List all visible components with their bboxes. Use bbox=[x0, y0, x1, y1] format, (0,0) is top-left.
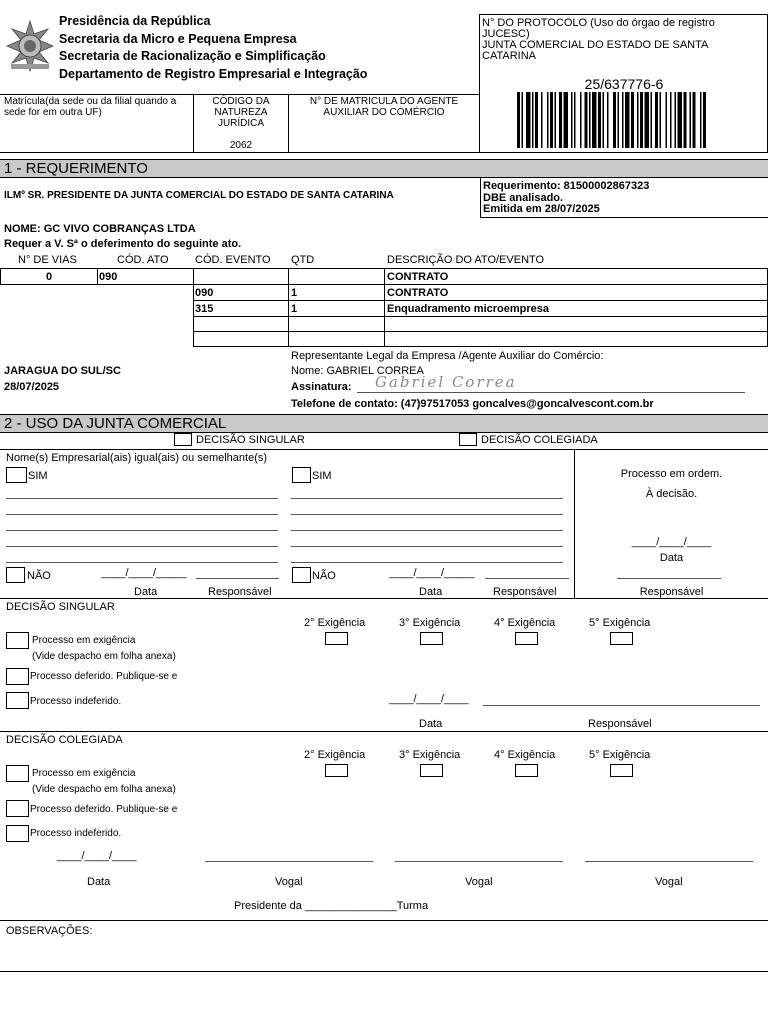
data-label-2: Data bbox=[419, 586, 443, 598]
presidente-turma: Presidente da _______________Turma bbox=[234, 900, 429, 912]
colegiada-exig-4-checkbox[interactable] bbox=[515, 764, 538, 777]
nomes-label: Nome(s) Empresarial(ais) igual(ais) ou semelhante(s) bbox=[6, 452, 268, 464]
data-label-1: Data bbox=[134, 586, 158, 598]
barcode-bar bbox=[532, 92, 534, 148]
singular-responsavel-label: Responsável bbox=[588, 718, 652, 730]
barcode-bar bbox=[550, 92, 553, 148]
codigo-natureza-value: 2062 bbox=[229, 140, 253, 151]
agente-label: N° DE MATRICULA DO AGENTE AUXILIAR DO COMÉRCIO bbox=[309, 96, 459, 118]
sim-label-1: SIM bbox=[28, 470, 48, 482]
date-blank-1: ____/____/_____ bbox=[101, 567, 187, 579]
colegiada-exig-3-checkbox[interactable] bbox=[420, 764, 443, 777]
vogal-label-2: Vogal bbox=[465, 876, 493, 888]
barcode-bar bbox=[559, 92, 562, 148]
decisao-colegiada-checkbox[interactable] bbox=[459, 433, 477, 446]
vogal-label-3: Vogal bbox=[655, 876, 683, 888]
barcode-bar bbox=[592, 92, 597, 148]
singular-exigencia-checkbox[interactable] bbox=[6, 632, 29, 649]
barcode-bar bbox=[666, 92, 668, 148]
requerimento-info: Requerimento: 81500002867323 DBE analisado. Emitida em 28/07/2025 bbox=[483, 180, 650, 215]
coat-of-arms-logo bbox=[3, 20, 57, 72]
colegiada-exig-2: 2° Exigência bbox=[304, 749, 366, 761]
protocol-label: N° DO PROTOCOLO (Uso do órgao de registro JUCESC) JUNTA COMERCIAL DO ESTADO DE SANTA CATARINA bbox=[482, 17, 715, 62]
colegiada-exig-2-checkbox[interactable] bbox=[325, 764, 348, 777]
responsavel-label-1: Responsável bbox=[208, 586, 272, 598]
nao-checkbox-2[interactable] bbox=[292, 567, 311, 583]
vogal-label-1: Vogal bbox=[275, 876, 303, 888]
header-line-4: Departamento de Registro Empresarial e Integração bbox=[59, 66, 368, 81]
singular-deferido-checkbox[interactable] bbox=[6, 668, 29, 685]
singular-data-label: Data bbox=[419, 718, 443, 730]
codigo-natureza-label: CÓDIGO DA NATUREZA JURÍDICA bbox=[212, 96, 270, 129]
barcode-bar bbox=[598, 92, 601, 148]
observacoes-label: OBSERVAÇÕES: bbox=[6, 925, 93, 937]
date-blank-2: ____/____/_____ bbox=[389, 567, 475, 579]
colegiada-exig-5-checkbox[interactable] bbox=[610, 764, 633, 777]
row2-desc: CONTRATO bbox=[387, 287, 449, 299]
barcode-bar bbox=[651, 92, 653, 148]
nao-label-2: NÃO bbox=[312, 570, 336, 582]
barcode-bar bbox=[631, 92, 634, 148]
col-ato: CÓD. ATO bbox=[117, 254, 169, 266]
singular-exig-3-checkbox[interactable] bbox=[420, 632, 443, 645]
colegiada-exig-5: 5° Exigência bbox=[589, 749, 651, 761]
barcode-bar bbox=[541, 92, 543, 148]
barcode-bar bbox=[640, 92, 643, 148]
singular-exig-2: 2° Exigência bbox=[304, 617, 366, 629]
date-blank-3: ____/____/____ bbox=[631, 536, 712, 548]
header-text bbox=[59, 13, 479, 83]
singular-exig-5-checkbox[interactable] bbox=[610, 632, 633, 645]
barcode-bar bbox=[655, 92, 658, 148]
barcode-bar bbox=[517, 92, 520, 148]
data-label-3: Data bbox=[659, 552, 684, 564]
barcode-bar bbox=[660, 92, 662, 148]
barcode-bar bbox=[675, 92, 677, 148]
colegiada-exig-4: 4° Exigência bbox=[494, 749, 556, 761]
barcode-bar bbox=[625, 92, 630, 148]
colegiada-vide: (Vide despacho em folha anexa) bbox=[32, 784, 176, 795]
barcode-bar bbox=[700, 92, 702, 148]
barcode-bar bbox=[613, 92, 616, 148]
protocol-number: 25/637776-6 bbox=[584, 76, 664, 92]
barcode-bar bbox=[607, 92, 609, 148]
barcode-bar bbox=[645, 92, 650, 148]
barcode-bar bbox=[589, 92, 591, 148]
row1-desc: CONTRATO bbox=[387, 271, 449, 283]
row1-vias: 0 bbox=[45, 271, 53, 283]
barcode-bar bbox=[580, 92, 582, 148]
barcode-bar bbox=[618, 92, 620, 148]
barcode-bar bbox=[585, 92, 588, 148]
barcode-bar bbox=[603, 92, 605, 148]
singular-exigencia-label: Processo em exigência bbox=[32, 635, 136, 646]
colegiada-date-blank: ____/____/____ bbox=[57, 850, 137, 862]
row3-desc: Enquadramento microempresa bbox=[387, 303, 549, 315]
section-1-header: 1 - REQUERIMENTO bbox=[0, 159, 768, 178]
responsavel-label-3: Responsável bbox=[639, 586, 704, 598]
rep-name: Nome: GABRIEL CORREA bbox=[291, 365, 424, 377]
sim-checkbox-2[interactable] bbox=[292, 467, 311, 483]
singular-date-blank: ____/____/____ bbox=[389, 693, 469, 705]
sim-label-2: SIM bbox=[312, 470, 332, 482]
singular-exig-5: 5° Exigência bbox=[589, 617, 651, 629]
city: JARAGUA DO SUL/SC bbox=[4, 365, 121, 377]
header-line-2: Secretaria da Micro e Pequena Empresa bbox=[59, 31, 297, 46]
col-vias: N° DE VIAS bbox=[18, 254, 77, 266]
decisao-colegiada-label: DECISÃO COLEGIADA bbox=[481, 434, 598, 446]
barcode-bar bbox=[703, 92, 706, 148]
ilm-text: ILMº SR. PRESIDENTE DA JUNTA COMERCIAL DO ESTADO DE SANTA CATARINA bbox=[4, 190, 394, 201]
barcode-bar bbox=[690, 92, 692, 148]
processo-ordem: Processo em ordem. bbox=[620, 468, 723, 480]
singular-exig-2-checkbox[interactable] bbox=[325, 632, 348, 645]
barcode-bar bbox=[693, 92, 696, 148]
barcode-bar bbox=[535, 92, 538, 148]
barcode-bar bbox=[574, 92, 576, 148]
barcode-bar bbox=[622, 92, 624, 148]
row2-evento: 090 bbox=[195, 287, 214, 299]
col-evento: CÓD. EVENTO bbox=[195, 254, 271, 266]
singular-indeferido-label: Processo indeferido. bbox=[30, 696, 122, 707]
barcode-bar bbox=[547, 92, 549, 148]
nao-checkbox-1[interactable] bbox=[6, 567, 25, 583]
barcode-bar bbox=[637, 92, 639, 148]
matricula-label: Matrícula(da sede ou da filial quando a sede for em outra UF) bbox=[4, 96, 177, 118]
decisao-singular-checkbox[interactable] bbox=[174, 433, 192, 446]
colegiada-title: DECISÃO COLEGIADA bbox=[6, 734, 123, 746]
barcode-bar bbox=[684, 92, 687, 148]
barcode-bar bbox=[571, 92, 573, 148]
colegiada-exigencia-label: Processo em exigência bbox=[32, 768, 136, 779]
sim-checkbox-1[interactable] bbox=[6, 467, 27, 483]
colegiada-data-label: Data bbox=[87, 876, 111, 888]
barcode-bar bbox=[555, 92, 557, 148]
colegiada-indeferido-label: Processo indeferido. bbox=[30, 828, 122, 839]
row3-evento: 315 bbox=[195, 303, 214, 315]
barcode-bar bbox=[678, 92, 683, 148]
nao-label-1: NÃO bbox=[27, 570, 51, 582]
singular-exig-3: 3° Exigência bbox=[399, 617, 461, 629]
barcode bbox=[517, 92, 757, 148]
rep-label: Representante Legal da Empresa /Agente Auxiliar do Comércio: bbox=[291, 350, 604, 362]
requer-text: Requer a V. Sª o deferimento do seguinte ato. bbox=[4, 238, 242, 250]
colegiada-exig-3: 3° Exigência bbox=[399, 749, 461, 761]
telefone: Telefone de contato: (47)97517053 goncalves@goncalvescont.com.br bbox=[291, 398, 654, 410]
col-desc: DESCRIÇÃO DO ATO/EVENTO bbox=[387, 254, 545, 266]
colegiada-exigencia-checkbox[interactable] bbox=[6, 765, 29, 782]
colegiada-deferido-label: Processo deferido. Publique-se e bbox=[30, 804, 178, 815]
decisao-singular-label: DECISÃO SINGULAR bbox=[196, 434, 305, 446]
company-name: NOME: GC VIVO COBRANÇAS LTDA bbox=[4, 223, 196, 235]
barcode-bar bbox=[526, 92, 531, 148]
header-line-3: Secretaria de Racionalização e Simplificação bbox=[59, 49, 326, 63]
singular-deferido-label: Processo deferido. Publique-se e bbox=[30, 671, 178, 682]
barcode-bar bbox=[564, 92, 569, 148]
colegiada-deferido-checkbox[interactable] bbox=[6, 800, 29, 817]
a-decisao: À decisão. bbox=[645, 488, 698, 500]
section-2-header: 2 - USO DA JUNTA COMERCIAL bbox=[0, 414, 768, 433]
row1-ato: 090 bbox=[99, 271, 118, 283]
row3-qtd: 1 bbox=[291, 303, 298, 315]
singular-title: DECISÃO SINGULAR bbox=[6, 601, 115, 613]
col-qtd: QTD bbox=[291, 254, 315, 266]
row2-qtd: 1 bbox=[291, 287, 298, 299]
barcode-bar bbox=[670, 92, 672, 148]
responsavel-label-2: Responsável bbox=[493, 586, 557, 598]
request-date: 28/07/2025 bbox=[4, 381, 60, 393]
singular-exig-4: 4° Exigência bbox=[494, 617, 556, 629]
barcode-bar bbox=[522, 92, 524, 148]
singular-exig-4-checkbox[interactable] bbox=[515, 632, 538, 645]
colegiada-indeferido-checkbox[interactable] bbox=[6, 825, 29, 842]
singular-indeferido-checkbox[interactable] bbox=[6, 692, 29, 709]
signature: Gabriel Correa bbox=[375, 373, 517, 391]
singular-vide: (Vide despacho em folha anexa) bbox=[32, 651, 176, 662]
header-line-1: Presidência da República bbox=[59, 14, 211, 28]
assinatura-label: Assinatura: bbox=[291, 381, 352, 393]
